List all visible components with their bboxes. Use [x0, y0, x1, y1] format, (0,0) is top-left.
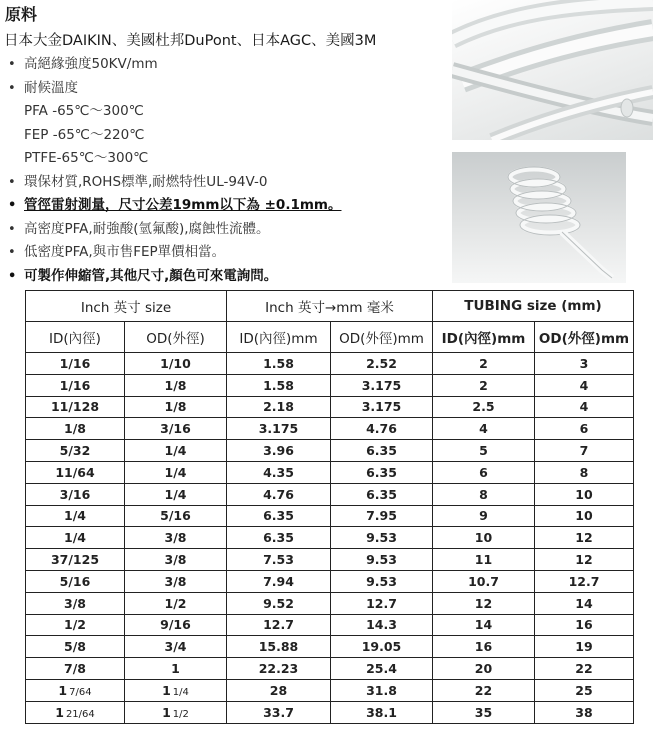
bullet-icon: •	[8, 57, 16, 72]
table-cell: 25	[535, 679, 634, 701]
table-cell: 3.175	[227, 418, 331, 440]
table-cell: 3/8	[26, 592, 125, 614]
table-cell: 3/8	[125, 549, 227, 571]
table-cell: 9/16	[125, 614, 227, 636]
table-cell: 37/125	[26, 549, 125, 571]
tubing-size-table	[25, 290, 634, 724]
table-cell: 19	[535, 636, 634, 658]
column-header-mm-od: OD(外徑)mm	[331, 322, 433, 353]
feature-item	[8, 194, 341, 218]
table-cell: 2.52	[331, 353, 433, 375]
table-cell: 22	[535, 658, 634, 680]
table-cell: 33.7	[227, 701, 331, 723]
table-row	[26, 418, 634, 440]
group-header-inch: Inch 英寸 size	[26, 291, 227, 322]
table-column-header-row	[26, 322, 634, 353]
feature-text: 高密度PFA,耐強酸(氫氟酸),腐蝕性流體。	[24, 220, 270, 237]
table-cell	[125, 679, 227, 701]
whole-number: 1	[162, 682, 171, 698]
table-cell: 10	[535, 505, 634, 527]
table-cell: 7.95	[331, 505, 433, 527]
table-row	[26, 701, 634, 723]
table-cell: 12.7	[535, 570, 634, 592]
feature-text: FEP -65℃～220℃	[24, 126, 145, 143]
material-brands: 日本大金DAIKIN、美國杜邦DuPont、日本AGC、美國3M	[4, 33, 377, 49]
table-cell: 4	[535, 374, 634, 396]
feature-item	[8, 171, 341, 195]
table-cell	[26, 701, 125, 723]
table-cell: 3/16	[26, 483, 125, 505]
fraction: 1/4	[172, 686, 189, 698]
table-cell: 19.05	[331, 636, 433, 658]
table-cell: 1/2	[125, 592, 227, 614]
table-cell: 1/4	[125, 483, 227, 505]
table-cell: 5/16	[125, 505, 227, 527]
feature-item	[8, 265, 341, 289]
feature-item	[8, 124, 341, 148]
table-row	[26, 505, 634, 527]
table-cell: 11	[433, 549, 535, 571]
table-cell: 14.3	[331, 614, 433, 636]
table-cell: 9.52	[227, 592, 331, 614]
pfa-tubing-photo	[452, 0, 653, 140]
table-cell: 5	[433, 440, 535, 462]
feature-text: 管徑雷射測量，尺寸公差19mm以下為 ±0.1mm。	[24, 197, 342, 213]
table-cell: 1/8	[26, 418, 125, 440]
bullet-icon: •	[8, 80, 16, 96]
coiled-tubing-photo	[452, 152, 626, 283]
table-cell: 5/8	[26, 636, 125, 658]
table-cell: 6.35	[331, 461, 433, 483]
bullet-icon: •	[8, 268, 17, 284]
table-cell: 12	[535, 527, 634, 549]
table-row	[26, 570, 634, 592]
table-cell: 3	[535, 353, 634, 375]
table-cell: 14	[535, 592, 634, 614]
table-cell: 10	[535, 483, 634, 505]
table-cell: 1/16	[26, 374, 125, 396]
table-row	[26, 549, 634, 571]
table-cell: 20	[433, 658, 535, 680]
table-cell: 4.76	[331, 418, 433, 440]
table-cell: 1/4	[125, 461, 227, 483]
table-cell: 10.7	[433, 570, 535, 592]
table-cell: 16	[433, 636, 535, 658]
table-cell: 1/10	[125, 353, 227, 375]
table-cell: 7.94	[227, 570, 331, 592]
table-cell: 31.8	[331, 679, 433, 701]
bullet-icon: •	[8, 174, 16, 190]
bullet-icon: •	[8, 221, 16, 237]
table-cell: 11/64	[26, 461, 125, 483]
table-row	[26, 353, 634, 375]
table-cell: 12.7	[227, 614, 331, 636]
table-row	[26, 658, 634, 680]
table-cell: 4.35	[227, 461, 331, 483]
table-cell: 9	[433, 505, 535, 527]
feature-item	[8, 53, 341, 77]
feature-list	[8, 53, 341, 288]
feature-text: PTFE-65℃～300℃	[24, 150, 149, 166]
table-cell: 3/8	[125, 570, 227, 592]
bullet-icon: •	[8, 245, 16, 260]
feature-text: 高絕緣強度50KV/mm	[24, 56, 158, 72]
table-cell: 6.35	[227, 505, 331, 527]
table-cell: 22.23	[227, 658, 331, 680]
table-cell: 2.5	[433, 396, 535, 418]
table-cell: 11/128	[26, 396, 125, 418]
whole-number: 1	[58, 682, 68, 698]
table-body	[26, 353, 634, 724]
table-cell: 1/4	[125, 440, 227, 462]
fraction: 7/64	[69, 686, 92, 698]
table-cell: 10	[433, 527, 535, 549]
table-cell: 9.53	[331, 570, 433, 592]
table-cell: 6.35	[227, 527, 331, 549]
table-cell: 12	[433, 592, 535, 614]
table-cell: 38	[535, 701, 634, 723]
feature-text: 耐候溫度	[24, 79, 78, 96]
group-header-inch-to-mm: Inch 英寸→mm 毫米	[227, 291, 433, 322]
table-cell: 2	[433, 353, 535, 375]
table-cell: 6.35	[331, 440, 433, 462]
table-cell: 3/8	[125, 527, 227, 549]
feature-item	[8, 77, 341, 101]
table-cell: 3.175	[331, 374, 433, 396]
table-cell: 4.76	[227, 483, 331, 505]
table-cell: 3.175	[331, 396, 433, 418]
whole-number: 1	[55, 704, 64, 720]
section-title: 原料	[5, 5, 38, 24]
feature-item	[8, 147, 341, 171]
table-row	[26, 440, 634, 462]
table-cell: 7/8	[26, 658, 125, 680]
group-header-tubing-mm: TUBING size (mm)	[433, 291, 634, 322]
table-cell: 5/32	[26, 440, 125, 462]
table-row	[26, 483, 634, 505]
table-cell: 1/8	[125, 396, 227, 418]
table-row	[26, 614, 634, 636]
column-header-tubing-id: ID(內徑)mm	[433, 322, 535, 353]
table-row	[26, 396, 634, 418]
table-cell: 1.58	[227, 353, 331, 375]
table-cell: 25.4	[331, 658, 433, 680]
feature-text: PFA -65℃～300℃	[24, 103, 144, 119]
table-cell: 6	[433, 461, 535, 483]
table-row	[26, 636, 634, 658]
table-cell: 16	[535, 614, 634, 636]
table-cell: 9.53	[331, 549, 433, 571]
table-row	[26, 679, 634, 701]
feature-item	[8, 100, 341, 124]
table-cell: 28	[227, 679, 331, 701]
table-cell: 1/8	[125, 374, 227, 396]
table-group-header-row	[26, 291, 634, 322]
table-cell: 3/4	[125, 636, 227, 658]
table-cell: 14	[433, 614, 535, 636]
table-cell	[26, 679, 125, 701]
table-cell: 6	[535, 418, 634, 440]
table-cell: 3/16	[125, 418, 227, 440]
table-cell: 8	[433, 483, 535, 505]
bullet-icon: •	[8, 198, 17, 213]
table-cell: 1	[125, 658, 227, 680]
table-cell: 2	[433, 374, 535, 396]
table-cell: 38.1	[331, 701, 433, 723]
feature-item	[8, 241, 341, 265]
feature-text: 可製作伸縮管,其他尺寸,顏色可來電詢問。	[24, 267, 278, 284]
table-row	[26, 592, 634, 614]
table-cell: 4	[433, 418, 535, 440]
table-cell: 7.53	[227, 549, 331, 571]
table-row	[26, 461, 634, 483]
table-cell: 4	[535, 396, 634, 418]
fraction: 21/64	[65, 708, 95, 720]
column-header-inch-id: ID(內徑)	[26, 322, 125, 353]
column-header-mm-id: ID(內徑)mm	[227, 322, 331, 353]
feature-item	[8, 218, 341, 242]
table-cell: 3.96	[227, 440, 331, 462]
fraction: 1/2	[172, 708, 189, 720]
table-cell: 2.18	[227, 396, 331, 418]
table-cell: 1.58	[227, 374, 331, 396]
table-cell: 15.88	[227, 636, 331, 658]
table-cell: 12	[535, 549, 634, 571]
feature-text: 低密度PFA,與市售FEP單價相當。	[24, 244, 226, 260]
table-cell	[125, 701, 227, 723]
table-cell: 5/16	[26, 570, 125, 592]
column-header-inch-od: OD(外徑)	[125, 322, 227, 353]
table-row	[26, 374, 634, 396]
feature-text: 環保材質,ROHS標準,耐燃特性UL-94V-0	[24, 173, 268, 190]
table-cell: 1/4	[26, 505, 125, 527]
table-cell: 1/4	[26, 527, 125, 549]
table-cell: 22	[433, 679, 535, 701]
table-cell: 8	[535, 461, 634, 483]
table-cell: 9.53	[331, 527, 433, 549]
table-cell: 7	[535, 440, 634, 462]
column-header-tubing-od: OD(外徑)mm	[535, 322, 634, 353]
table-cell: 12.7	[331, 592, 433, 614]
table-cell: 35	[433, 701, 535, 723]
table-row	[26, 527, 634, 549]
table-cell: 1/16	[26, 353, 125, 375]
table-cell: 1/2	[26, 614, 125, 636]
whole-number: 1	[162, 704, 171, 720]
table-cell: 6.35	[331, 483, 433, 505]
